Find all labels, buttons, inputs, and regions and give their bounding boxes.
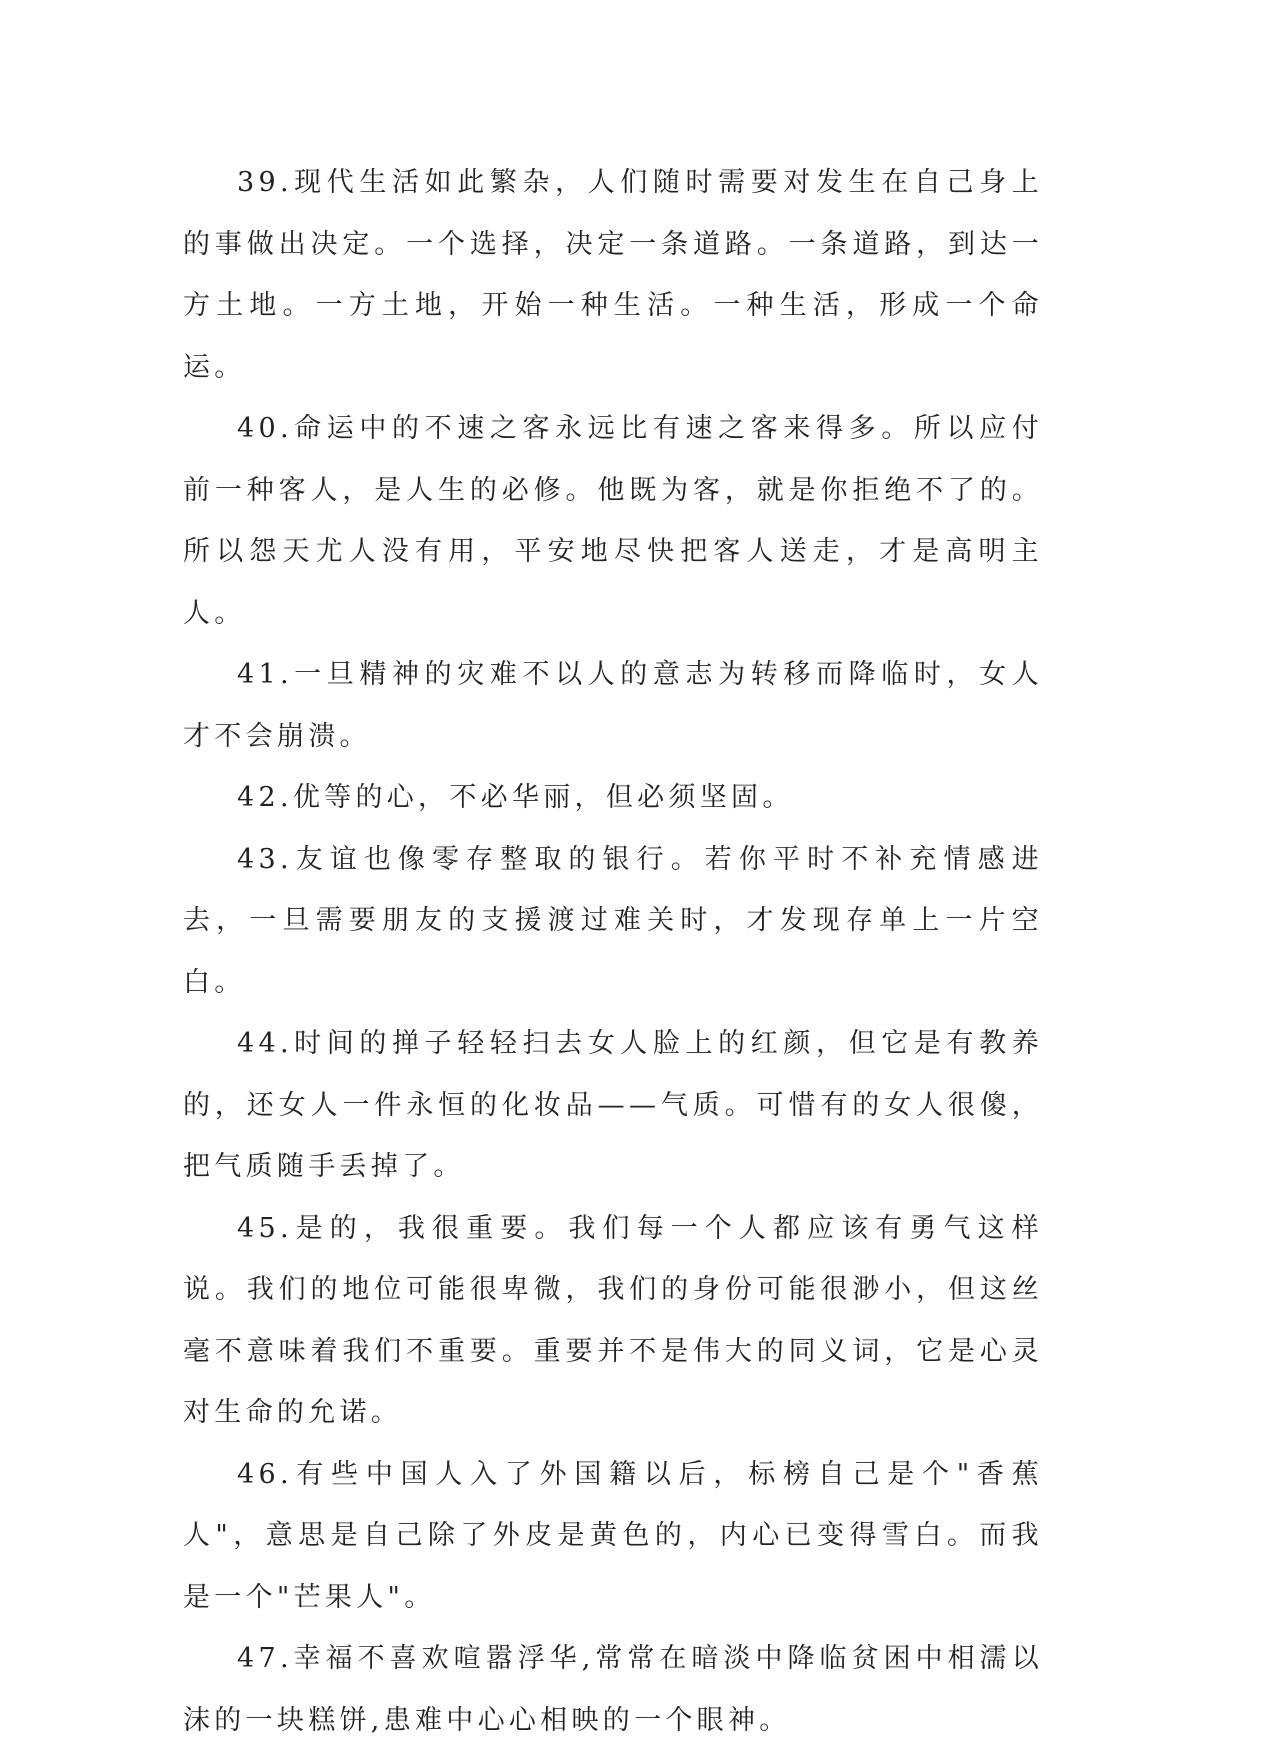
paragraph-44: 44.时间的掸子轻轻扫去女人脸上的红颜，但它是有教养的，还女人一件永恒的化妆品——气质。可惜有的女人很傻，把气质随手丢掉了。 bbox=[183, 1028, 1043, 1182]
paragraph-47: 47.幸福不喜欢喧嚣浮华,常常在暗淡中降临贫困中相濡以沫的一块糕饼,患难中心心相映的一个眼神。 bbox=[183, 1643, 1043, 1736]
paragraph-43: 43.友谊也像零存整取的银行。若你平时不补充情感进去，一旦需要朋友的支援渡过难关时，才发现存单上一片空白。 bbox=[183, 843, 1043, 998]
paragraph-42: 42.优等的心，不必华丽，但必须坚固。 bbox=[237, 782, 794, 813]
paragraph-39: 39.现代生活如此繁杂，人们随时需要对发生在自己身上的事做出决定。一个选择，决定一条道路。一条道路，到达一方土地。一方土地，开始一种生活。一种生活，形成一个命运。 bbox=[183, 167, 1043, 383]
document-body bbox=[183, 152, 1043, 1751]
paragraph-45: 45.是的，我很重要。我们每一个人都应该有勇气这样说。我们的地位可能很卑微，我们的身份可能很渺小，但这丝毫不意味着我们不重要。重要并不是伟大的同义词，它是心灵对生命的允诺。 bbox=[183, 1212, 1043, 1428]
paragraph-40: 40.命运中的不速之客永远比有速之客来得多。所以应付前一种客人，是人生的必修。他既为客，就是你拒绝不了的。所以怨天尤人没有用，平安地尽快把客人送走，才是高明主人。 bbox=[183, 413, 1043, 629]
paragraph-46: 46.有些中国人入了外国籍以后，标榜自己是个"香蕉人"，意思是自己除了外皮是黄色的，内心已变得雪白。而我是一个"芒果人"。 bbox=[183, 1458, 1043, 1613]
paragraph-41: 41.一旦精神的灾难不以人的意志为转移而降临时，女人才不会崩溃。 bbox=[183, 659, 1043, 752]
